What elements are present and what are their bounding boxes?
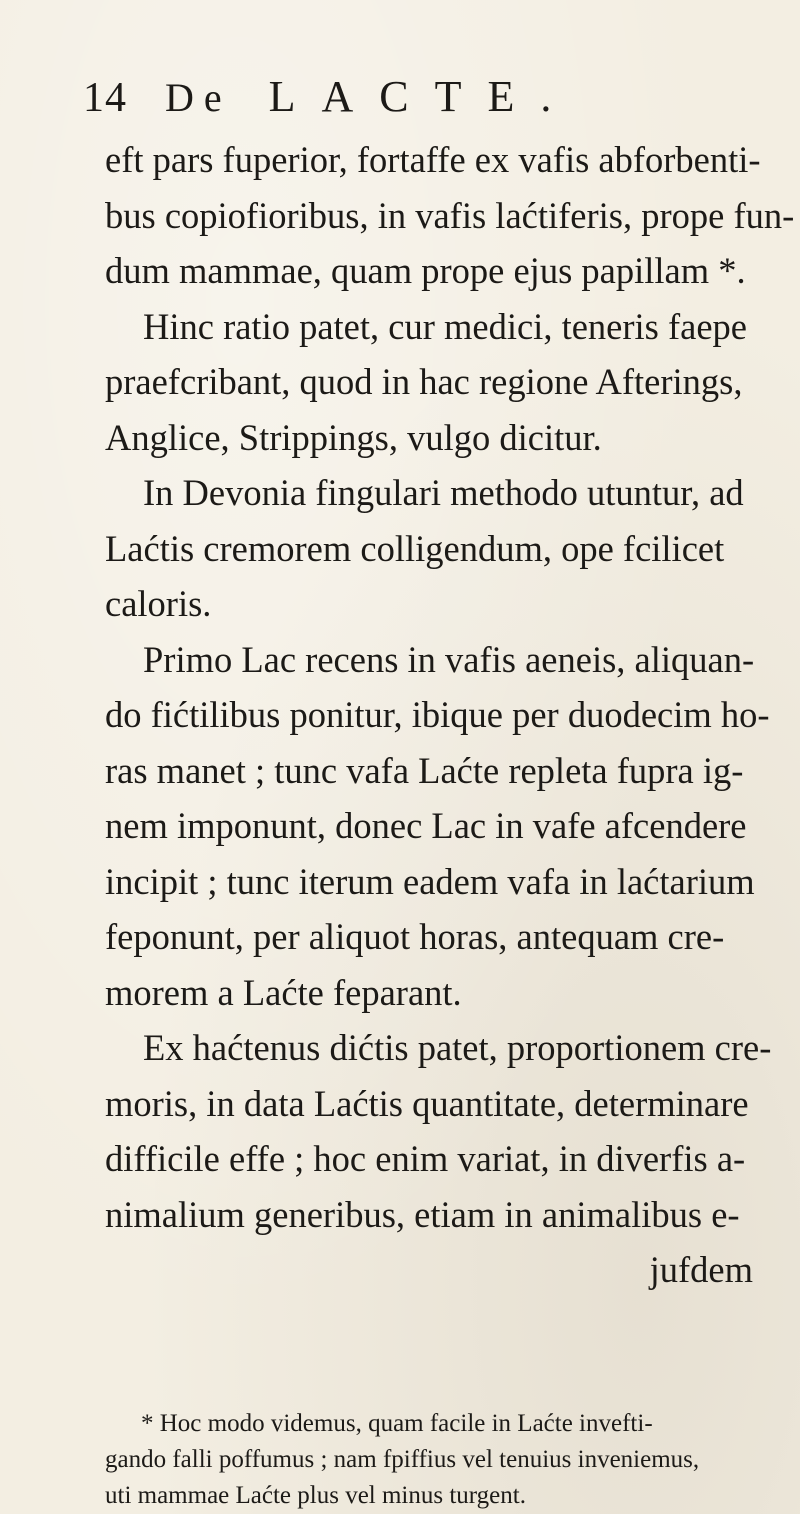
text-line: Laćtis cremorem colligendum, ope fcilicet [105, 527, 725, 569]
text-line: praefcribant, quod in hac regione Afterings, [105, 361, 743, 402]
text-line: feponunt, per aliquot horas, antequam cre- [105, 916, 725, 957]
text-line: caloris. [105, 583, 212, 624]
footnote [105, 1406, 765, 1514]
page-number: 14 [83, 75, 127, 121]
text-line: dum mammae, quam prope ejus papillam *. [105, 250, 746, 291]
text-line: Hinc ratio patet, cur medici, teneris faepe [143, 305, 747, 347]
main-text [105, 132, 795, 1298]
page-title [165, 72, 577, 123]
text-line: eft pars fuperior, fortaffe ex vafis abforbenti- [105, 139, 761, 180]
text-line: Primo Lac recens in vafis aeneis, aliquan- [143, 638, 755, 680]
catchword: jufdem [649, 1249, 753, 1290]
running-head [83, 72, 683, 122]
footnote-line: uti mammae Laćte plus vel minus turgent. [105, 1482, 526, 1509]
text-line: bus copiofioribus, in vafis laćtiferis, prope fun- [105, 194, 795, 236]
text-line: Ex haćtenus dićtis patet, proportionem cre- [143, 1027, 772, 1068]
text-line: moris, in data Laćtis quantitate, determinare [105, 1082, 749, 1124]
title-prefix: De [165, 75, 232, 120]
text-line: difficile effe ; hoc enim variat, in diverfis a- [105, 1138, 746, 1179]
text-line: Anglice, Strippings, vulgo dicitur. [105, 416, 602, 458]
text-line: nimalium generibus, etiam in animalibus e- [105, 1193, 740, 1235]
text-line: morem a Laćte feparant. [105, 971, 462, 1013]
text-line: do fićtilibus ponitur, ibique per duodecim ho- [105, 694, 770, 735]
title-main: LACTE. [268, 72, 578, 121]
text-line: ras manet ; tunc vafa Laćte repleta fupra ig- [105, 749, 744, 791]
text-line: In Devonia fingulari methodo utuntur, ad [143, 472, 744, 513]
footnote-line: gando falli poffumus ; nam fpiffius vel tenuius inveniemus, [105, 1446, 700, 1473]
text-line: nem imponunt, donec Lac in vafe afcendere [105, 805, 747, 846]
footnote-line: * Hoc modo videmus, quam facile in Laćte invefti- [141, 1410, 653, 1437]
text-line: incipit ; tunc iterum eadem vafa in laćtarium [105, 860, 755, 902]
